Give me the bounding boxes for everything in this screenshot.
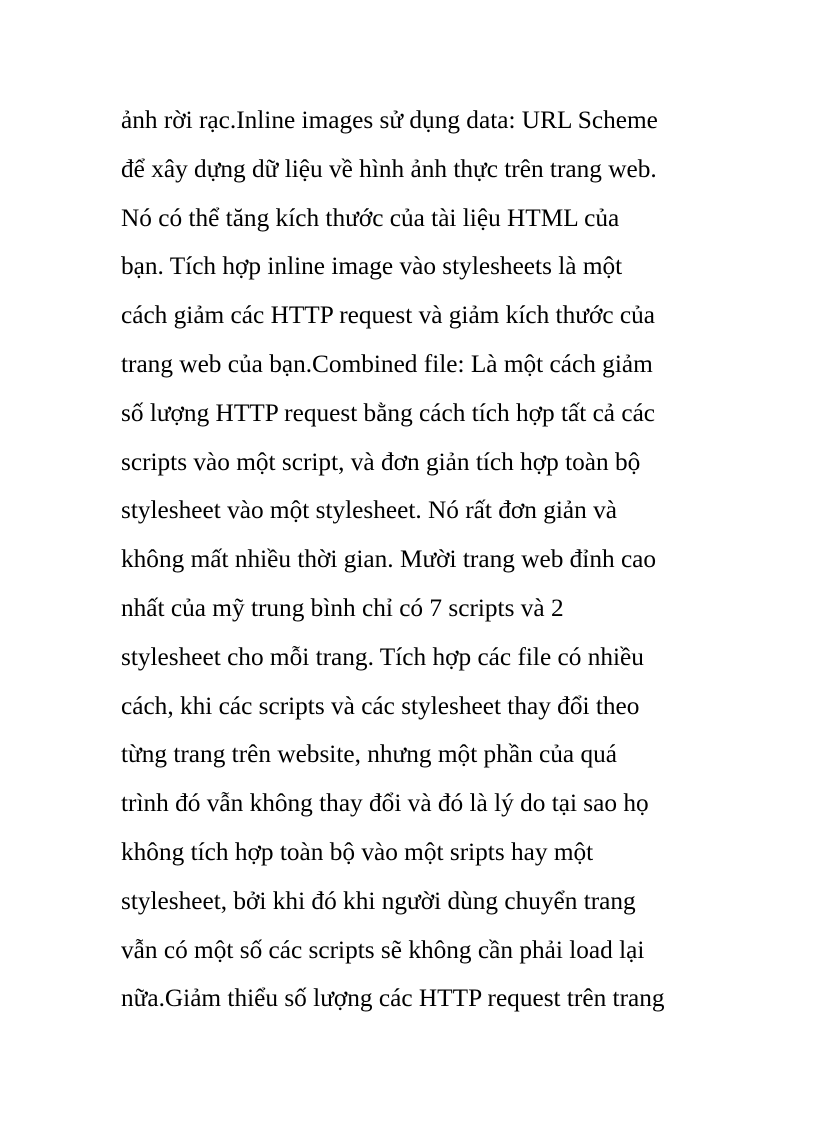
text-line: không mất nhiều thời gian. Mười trang web đỉnh cao (121, 545, 657, 574)
text-line: nữa.Giảm thiểu số lượng các HTTP request trên trang (121, 984, 665, 1013)
text-line: stylesheet vào một stylesheet. Nó rất đơn giản và (121, 496, 618, 525)
text-line: ảnh rời rạc.Inline images sử dụng data: URL Scheme (121, 106, 658, 134)
text-line: cách giảm các HTTP request và giảm kích thước của (121, 301, 655, 330)
text-line: để xây dựng dữ liệu về hình ảnh thực trên trang web. (121, 154, 657, 183)
body-text (121, 96, 721, 1023)
text-line: trang web của bạn.Combined file: Là một cách giảm (121, 349, 653, 378)
text-line: Nó có thể tăng kích thước của tài liệu HTML của (121, 203, 620, 232)
text-line: cách, khi các scripts và các stylesheet thay đổi theo (121, 691, 640, 720)
text-line: stylesheet cho mỗi trang. Tích hợp các file có nhiều (121, 642, 644, 671)
text-line: bạn. Tích hợp inline image vào stylesheets là một (121, 252, 623, 281)
text-line: từng trang trên website, nhưng một phần của quá (121, 740, 617, 769)
text-line: stylesheet, bởi khi đó khi người dùng chuyển trang (121, 886, 636, 915)
text-line: không tích hợp toàn bộ vào một sripts hay một (121, 837, 594, 866)
text-line: scripts vào một script, và đơn giản tích hợp toàn bộ (121, 447, 641, 476)
text-line: nhất của mỹ trung bình chỉ có 7 scripts và 2 (121, 593, 564, 622)
text-line: vẫn có một số các scripts sẽ không cần phải load lại (121, 935, 645, 964)
text-line: số lượng HTTP request bằng cách tích hợp tất cả các (121, 398, 656, 427)
text-line: trình đó vẫn không thay đổi và đó là lý do tại sao họ (121, 789, 649, 818)
